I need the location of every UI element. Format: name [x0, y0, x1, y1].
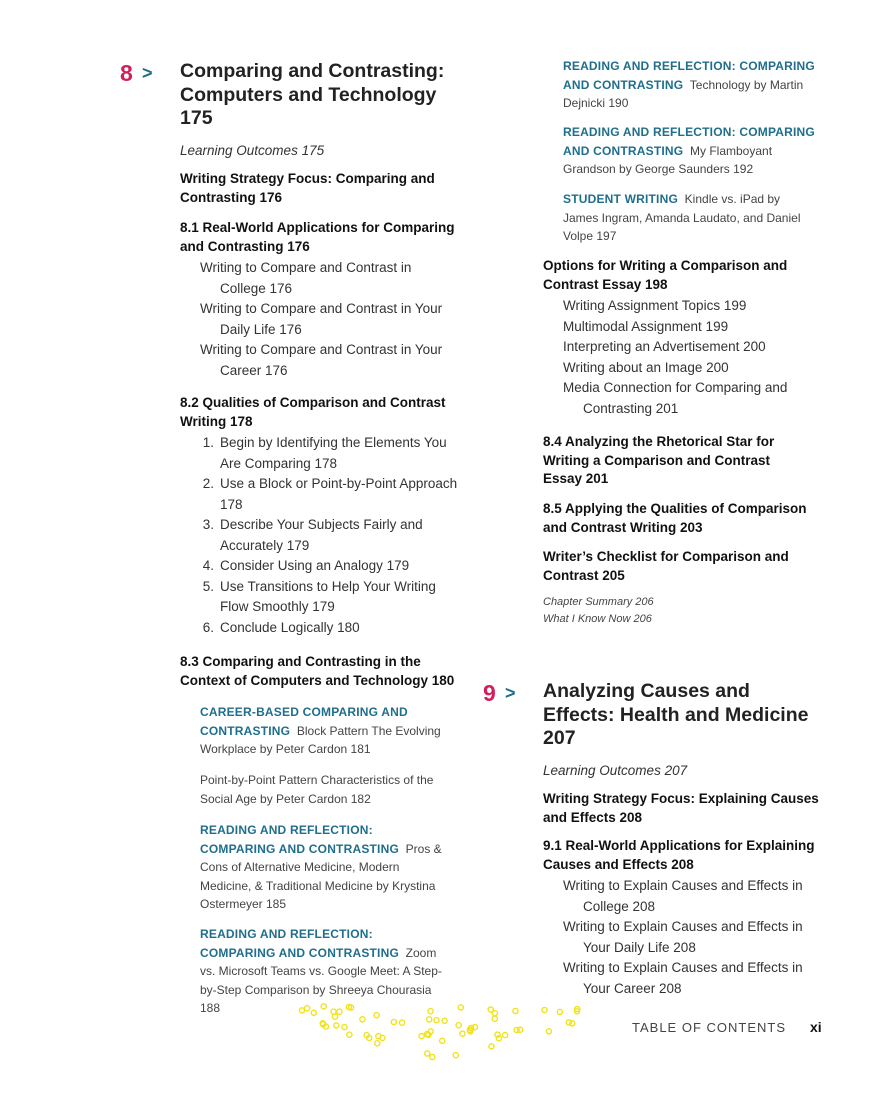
chapter-title[interactable]: Analyzing Causes and Effects: Health and Medicine 207	[543, 680, 809, 749]
toc-section-9-1[interactable]: 9.1 Real-World Applications for Explaining Causes and Effects 208	[543, 838, 815, 872]
list-item[interactable]: 6. Conclude Logically 180	[202, 619, 360, 635]
list-item[interactable]: 2. Use a Block or Point-by-Point Approach 178	[202, 476, 458, 512]
feature-label: READING AND REFLECTION: COMPARING AND CONTRASTING	[200, 823, 399, 856]
chapter-title[interactable]: Comparing and Contrasting: Computers and Technology 175	[180, 60, 445, 129]
toc-feature-entry[interactable]	[563, 123, 825, 179]
toc-feature-entry[interactable]	[563, 190, 818, 246]
chevron-right-icon: >	[505, 683, 516, 703]
toc-entry-learning-outcomes[interactable]: Learning Outcomes 175	[180, 143, 325, 158]
toc-entry-strategy-focus[interactable]: Writing Strategy Focus: Explaining Causes and Effects 208	[543, 791, 819, 825]
toc-subsection[interactable]: Interpreting an Advertisement 200	[563, 339, 766, 354]
feature-label: READING AND REFLECTION: COMPARING AND CONTRASTING	[200, 927, 399, 960]
toc-subsection[interactable]: Writing to Explain Causes and Effects in Your Daily Life 208	[563, 919, 803, 955]
chapter-number: 8	[120, 60, 133, 86]
toc-entry-strategy-focus[interactable]: Writing Strategy Focus: Comparing and Contrasting 176	[180, 171, 435, 205]
feature-label: READING AND REFLECTION: COMPARING AND CONTRASTING	[563, 125, 815, 158]
feature-text: My Flamboyant Grandson by George Saunders 192	[563, 143, 773, 176]
toc-section-8-3[interactable]: 8.3 Comparing and Contrasting in the Context of Computers and Technology 180	[180, 654, 455, 688]
toc-feature-entry[interactable]	[200, 821, 450, 914]
toc-entry-learning-outcomes[interactable]: Learning Outcomes 207	[543, 763, 688, 778]
page-number: xi	[810, 1019, 822, 1035]
toc-section-checklist[interactable]: Writer’s Checklist for Comparison and Contrast 205	[543, 549, 789, 583]
toc-what-i-know-now[interactable]: What I Know Now 206	[543, 613, 652, 625]
feature-label: READING AND REFLECTION: COMPARING AND CONTRASTING	[563, 59, 815, 92]
toc-subsection[interactable]: Multimodal Assignment 199	[563, 318, 729, 334]
feature-label: STUDENT WRITING	[563, 192, 678, 206]
toc-section-8-4[interactable]: 8.4 Analyzing the Rhetorical Star for Writing a Comparison and Contrast Essay 201	[543, 434, 775, 487]
toc-feature-entry[interactable]	[563, 57, 818, 113]
feature-text: Point-by-Point Pattern Characteristics of the Social Age by Peter Cardon 182	[200, 773, 434, 806]
toc-section-8-2[interactable]: 8.2 Qualities of Comparison and Contrast Writing 178	[180, 395, 446, 429]
list-item[interactable]: 4. Consider Using an Analogy 179	[202, 558, 410, 573]
toc-subsection[interactable]: Writing to Explain Causes and Effects in Your Career 208	[563, 960, 803, 996]
toc-subsection[interactable]: Writing to Compare and Contrast in College 176	[200, 260, 412, 296]
running-footer-label: TABLE OF CONTENTS	[632, 1020, 786, 1035]
toc-subsection[interactable]: Writing to Compare and Contrast in Your Daily Life 176	[200, 301, 443, 337]
chevron-right-icon: >	[142, 63, 153, 83]
toc-feature-entry[interactable]	[200, 703, 450, 759]
decorative-dot-pattern	[290, 1000, 600, 1070]
feature-text: Kindle vs. iPad by James Ingram, Amanda Laudato, and Daniel Volpe 197	[563, 192, 801, 243]
feature-label: CAREER-BASED COMPARING AND CONTRASTING	[200, 705, 408, 738]
feature-text: Technology by Martin Dejnicki 190	[563, 77, 804, 110]
feature-text: Block Pattern The Evolving Workplace by Peter Cardon 181	[200, 723, 441, 756]
toc-subsection[interactable]: Writing to Compare and Contrast in Your Career 176	[200, 342, 443, 378]
toc-feature-entry[interactable]	[200, 771, 450, 808]
toc-subsection[interactable]: Writing Assignment Topics 199	[563, 298, 747, 313]
list-item[interactable]: 1. Begin by Identifying the Elements You Are Comparing 178	[202, 435, 447, 471]
chapter-number: 9	[483, 680, 496, 706]
toc-subsection[interactable]: Media Connection for Comparing and Contrasting 201	[563, 380, 788, 416]
feature-text: Pros & Cons of Alternative Medicine, Modern Medicine, & Traditional Medicine by Krystina Ostermeyer 185	[200, 841, 442, 911]
toc-subsection-list	[563, 296, 818, 419]
list-item[interactable]: 3. Describe Your Subjects Fairly and Accurately 179	[202, 517, 423, 553]
toc-subsection[interactable]: Writing to Explain Causes and Effects in College 208	[563, 878, 803, 914]
toc-subsection-list	[200, 258, 455, 381]
toc-numbered-list	[200, 433, 460, 638]
toc-section-8-1[interactable]: 8.1 Real-World Applications for Comparing and Contrasting 176	[180, 220, 455, 254]
toc-subsection[interactable]: Writing about an Image 200	[563, 359, 729, 375]
toc-chapter-summary[interactable]: Chapter Summary 206	[543, 596, 654, 608]
feature-text: Zoom vs. Microsoft Teams vs. Google Meet: A Step-by-Step Comparison by Shreeya Chourasia 188	[200, 945, 442, 1015]
list-item[interactable]: 5. Use Transitions to Help Your Writing Flow Smoothly 179	[202, 578, 436, 614]
toc-section-options[interactable]: Options for Writing a Comparison and Contrast Essay 198	[543, 258, 788, 292]
toc-section-8-5[interactable]: 8.5 Applying the Qualities of Comparison and Contrast Writing 203	[543, 501, 807, 535]
toc-subsection-list	[563, 876, 818, 999]
